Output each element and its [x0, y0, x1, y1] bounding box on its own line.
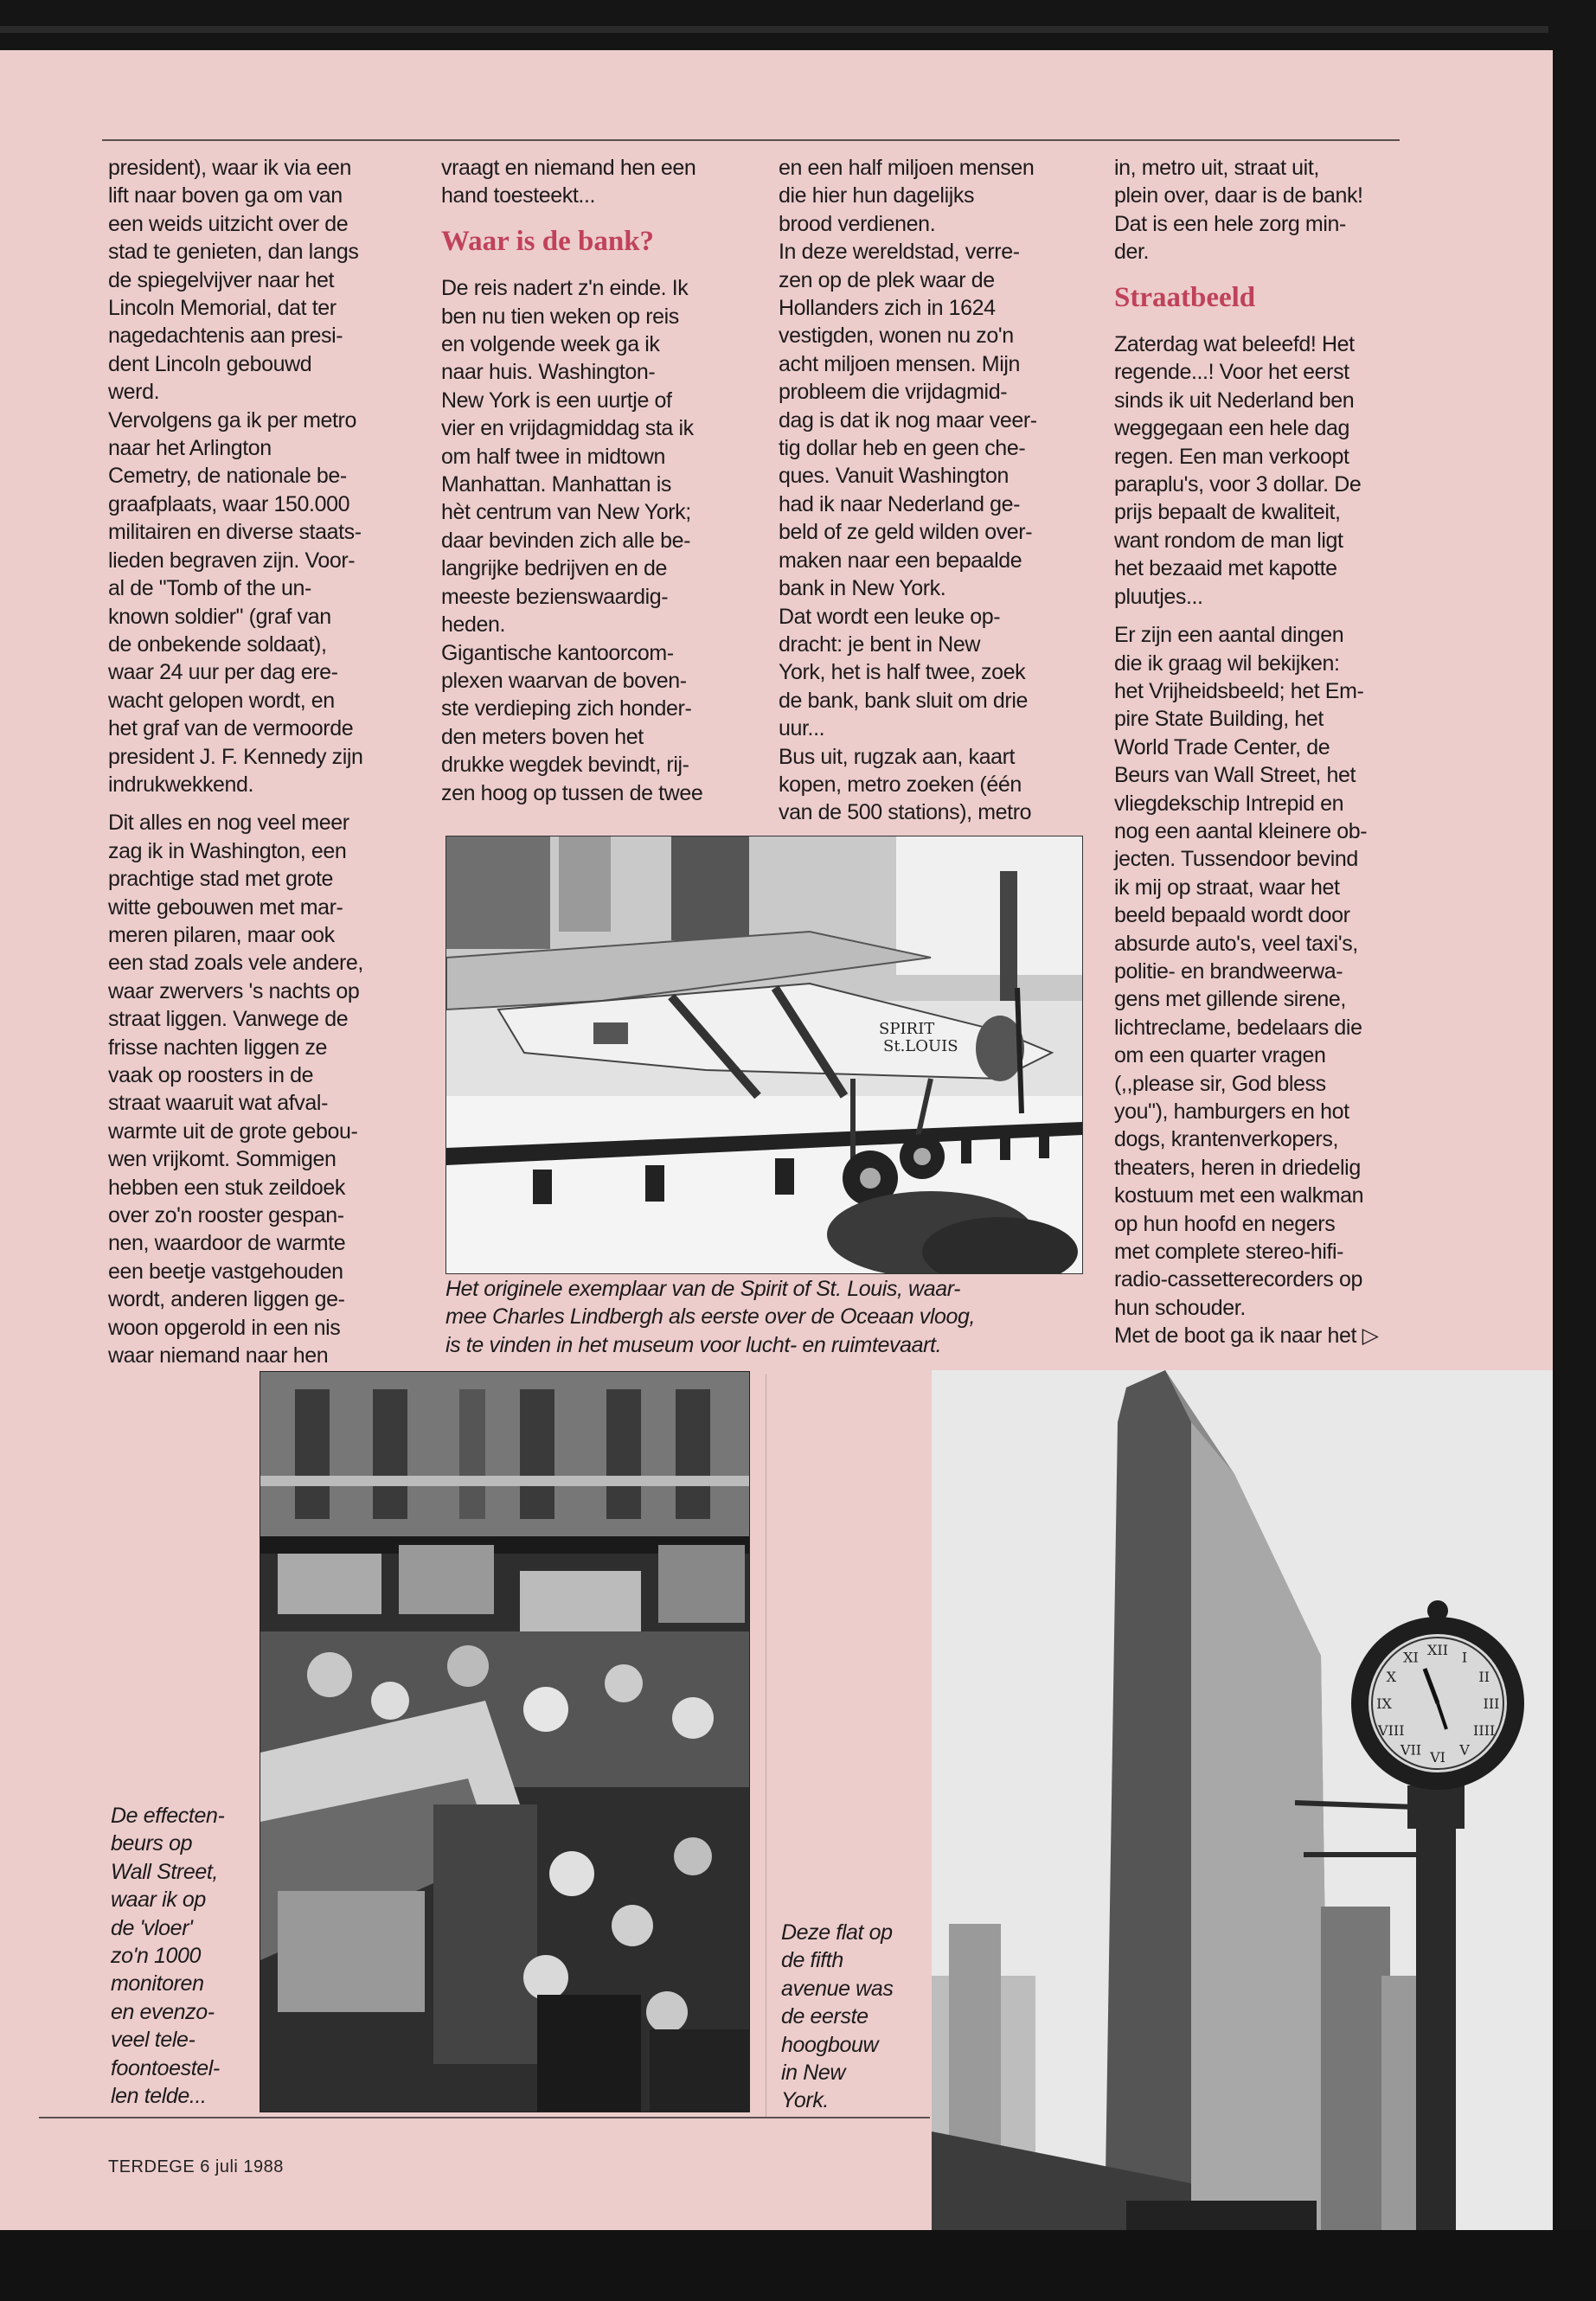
paragraph: Zaterdag wat beleefd! Het regende...! Voor het eerst sinds ik uit Nederland ben weggegaan een hele dag regen. Een man verkoopt paraplu's, voor 3 dollar. De prijs bepaalt de kwaliteit, want rondom de man ligt het bezaaid met kapotte pluutjes...	[1114, 332, 1362, 609]
column-2	[441, 154, 753, 817]
clock-numeral: IIII	[1473, 1722, 1496, 1739]
clock-numeral: VI	[1430, 1749, 1445, 1766]
paragraph: in, metro uit, straat uit, plein over, daar is de bank! Dat is een hele zorg min- der.	[1114, 156, 1363, 265]
clock-numeral: I	[1461, 1649, 1468, 1666]
wall-street-photo	[260, 1371, 750, 2112]
flatiron-caption: Deze flat op de fifth avenue was de eerste hoogbouw in New York.	[781, 1920, 894, 2113]
section-heading: Waar is de bank?	[441, 225, 655, 257]
clock-numeral: V	[1459, 1741, 1470, 1759]
magazine-page	[0, 50, 1553, 2230]
flatiron-illustration	[932, 1370, 1553, 2230]
section-heading: Straatbeeld	[1114, 281, 1256, 313]
paragraph: en een half miljoen mensen die hier hun dagelijks brood verdienen. In deze wereldstad, verre- zen op de plek waar de Hollanders zich in 1624 vestigden, wonen nu zo'n acht miljoen mensen. Mijn probleem die vrijdagmid- dag is dat ik nog maar veer- tig dollar heb en geen che- ques. Vanuit Washington had ik naar Nederland ge- beld of ze geld wilden over- maken naar een bepaalde bank in New York. Dat wordt een leuke op- dracht: je bent in New York, het is half twee, zoek de bank, bank sluit om drie uur... Bus uit, rugzak aan, kaart kopen, metro zoeken (één van de 500 stations), metro	[779, 156, 1037, 825]
plane-name-line1: SPIRIT	[879, 1020, 935, 1038]
clock-numeral: XII	[1426, 1642, 1449, 1658]
scan-edge	[0, 26, 1548, 33]
paragraph: Dit alles en nog veel meer zag ik in Washington, een prachtige stad met grote witte gebouwen met mar- meren pilaren, maar ook een stad zoals vele andere, waar zwervers 's nachts op straat liggen. Vanwege de frisse nachten liggen ze vaak op roosters in de straat waaruit wat afval- warmte uit de grote gebou- wen vrijkomt. Sommigen hebben een stuk zeildoek over zo'n rooster gespan- nen, waardoor de warmte een beetje vastgehouden wordt, anderen liggen ge- woon opgerold in een nis waar niemand naar hen	[108, 811, 363, 1368]
column-1	[108, 154, 420, 1380]
scan-edge-bottom	[0, 2230, 1596, 2301]
clock-numeral: X	[1386, 1669, 1396, 1685]
column-4	[1114, 154, 1417, 1361]
paragraph: Er zijn een aantal dingen die ik graag wil bekijken: het Vrijheidsbeeld; het Em- pire State Building, het World Trade Center, de Beurs van Wall Street, het vliegdekschip Intrepid en nog een aantal kleinere ob- jecten. Tussendoor bevind ik mij op straat, waar het beeld bepaald wordt door absurde auto's, veel taxi's, politie- en brandweerwa- gens met gillende sirene, lichtreclame, bedelaars die om een quarter vragen (,,please sir, God bless you"), hamburgers en hot dogs, krantenverkopers, theaters, heren in driedelig kostuum met een walkman op hun hoofd en negers met complete stereo-hifi- radio-cassetterecorders op hun schouder. Met de boot ga ik naar het ▷	[1114, 623, 1379, 1349]
clock-numeral: VIII	[1378, 1722, 1405, 1739]
clock-numeral: II	[1478, 1669, 1490, 1685]
paragraph: De reis nadert z'n einde. Ik ben nu tien weken op reis en volgende week ga ik naar huis. Washington- New York is een uurtje of vier en vrijdagmiddag sta ik om half twee in midtown Manhattan. Manhattan is hèt centrum van New York; daar bevinden zich alle be- langrijke bedrijven en de meeste bezienswaardig- heden. Gigantische kantoorcom- plexen waarvan de boven- ste verdieping zich honder- den meters boven het drukke wegdek bevindt, rij- zen hoog op tussen de twee	[441, 276, 703, 805]
footer-credit: TERDEGE 6 juli 1988	[108, 2157, 284, 2176]
flatiron-building-photo	[932, 1370, 1553, 2230]
clock-numeral: XI	[1403, 1649, 1419, 1666]
clock-numeral: IX	[1376, 1695, 1392, 1712]
wall-street-caption: De effecten- beurs op Wall Street, waar ik op de 'vloer' zo'n 1000 monitoren en evenzo- veel tele- foontoestel- len telde...	[111, 1804, 225, 2109]
top-rule	[102, 139, 1400, 141]
plane-caption: Het originele exemplaar van de Spirit of St. Louis, waar- mee Charles Lindbergh als eerste over de Oceaan vloog, is te vinden in het museum voor lucht- en ruimtevaart.	[445, 1277, 976, 1357]
plane-name-line2: St.LOUIS	[883, 1037, 958, 1055]
bottom-rule	[39, 2117, 930, 2118]
stock-exchange-illustration	[260, 1372, 749, 2112]
clock-numeral: VII	[1400, 1741, 1422, 1759]
clock-numeral: III	[1483, 1695, 1500, 1712]
plane-illustration	[446, 836, 1082, 1273]
paragraph: vraagt en niemand hen een hand toesteekt...	[441, 156, 696, 208]
spirit-of-st-louis-photo	[445, 836, 1083, 1274]
paragraph: president), waar ik via een lift naar boven ga om van een weids uitzicht over de stad te genieten, dan langs de spiegelvijver naar het Lincoln Memorial, dat ter nagedachtenis aan presi- dent Lincoln gebouwd werd. Vervolgens ga ik per metro naar het Arlington Cemetry, de nationale be- graafplaats, waar 150.000 militairen en diverse staats- lieden begraven zijn. Voor- al de "Tomb of the un- known soldier" (graf van de onbekende soldaat), waar 24 uur per dag ere- wacht gelopen wordt, en het graf van de vermoorde president J. F. Kennedy zijn indrukwekkend.	[108, 156, 363, 797]
column-3	[779, 154, 1090, 837]
